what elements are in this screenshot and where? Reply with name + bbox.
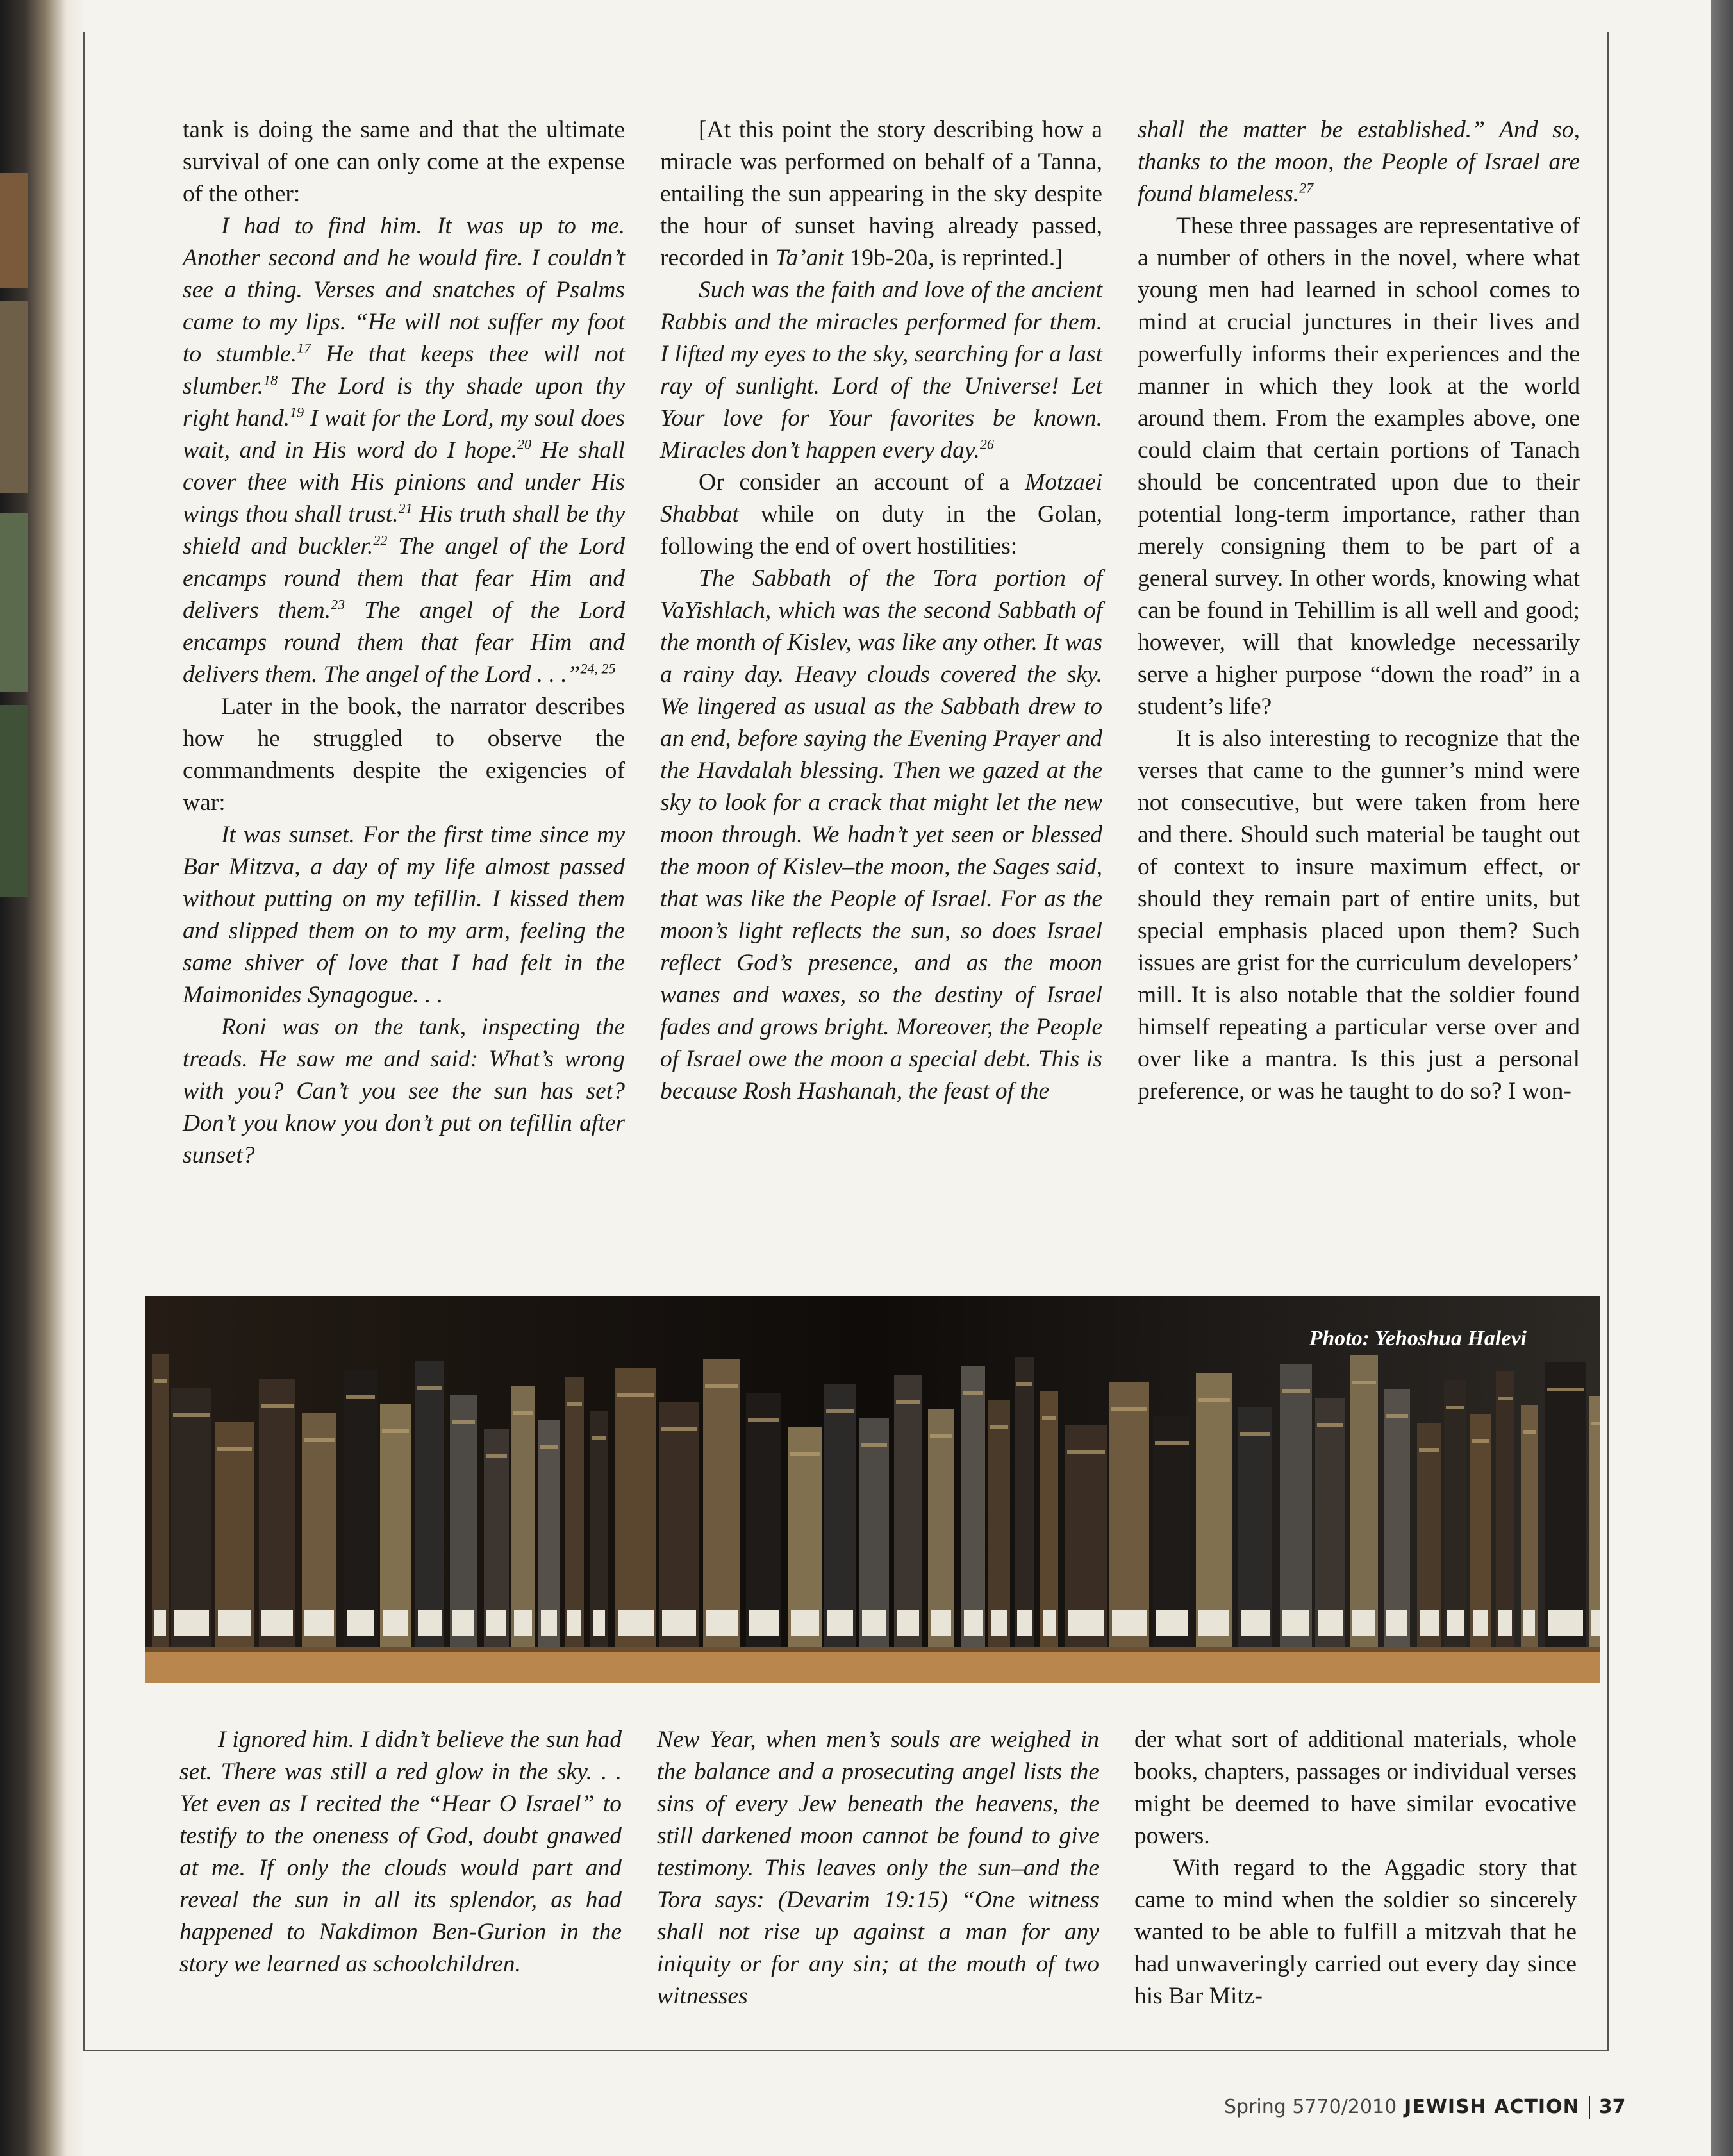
footer-divider [1589, 2096, 1590, 2119]
book-spine-band [963, 1391, 983, 1395]
book-spine-band [1240, 1432, 1270, 1436]
book-spine [1384, 1389, 1410, 1647]
book-library-label [154, 1610, 166, 1636]
book-spine [1496, 1371, 1514, 1647]
book-spine-band [705, 1384, 738, 1388]
book-spine-band [1591, 1422, 1600, 1425]
book-spine-band [173, 1413, 210, 1417]
book-library-label [1017, 1610, 1032, 1636]
book-spine [1350, 1355, 1378, 1647]
book-spine-band [567, 1402, 582, 1406]
book-spine-band [1016, 1382, 1032, 1386]
book-spine-band [1547, 1388, 1584, 1391]
book-library-label [931, 1610, 951, 1636]
book-spine-band [217, 1447, 252, 1451]
book-spine-band [1067, 1450, 1105, 1454]
book-spine [615, 1368, 656, 1647]
book-spine-band [452, 1420, 475, 1424]
book-library-label [418, 1610, 442, 1636]
book-spine-band [1446, 1406, 1464, 1409]
book-spine [450, 1395, 477, 1647]
book-spine-band [261, 1404, 294, 1408]
book-library-label [706, 1610, 738, 1636]
book-spine-band [513, 1411, 533, 1415]
book-library-label [347, 1610, 374, 1636]
book-spine-band [861, 1443, 887, 1447]
article-column-1-bottom [179, 1724, 622, 1980]
magazine-name: JEWISH ACTION [1404, 2096, 1580, 2118]
book-spine [259, 1379, 295, 1647]
book-spine-band [1042, 1416, 1056, 1420]
book-spine-band [1111, 1407, 1147, 1411]
book-spine-band [1282, 1389, 1310, 1393]
book-spine [894, 1375, 922, 1647]
book-library-label [1198, 1610, 1229, 1636]
book-library-label [1282, 1610, 1309, 1636]
book-spine-band [930, 1434, 952, 1438]
block-quote: It was sunset. For the first time since my Bar Mitzva, a day of my life almost passed without putting on my tefillin. I kissed them and slipped them on to my arm, feeling the same shiver of love that I had felt in the Maimonides Synagogue. . . [183, 822, 625, 1008]
book-spine-band [1498, 1397, 1513, 1400]
book-spine-band [154, 1379, 167, 1383]
book-spine-band [1352, 1381, 1376, 1384]
book-spine [415, 1361, 444, 1647]
book-library-label [662, 1610, 696, 1636]
book-spine-band [486, 1454, 507, 1458]
bookshelf-photo [145, 1296, 1600, 1683]
book-library-label [897, 1610, 919, 1636]
book-spine [1545, 1362, 1586, 1647]
book-spine-band [1472, 1439, 1489, 1443]
article-column-2 [660, 114, 1102, 1107]
book-library-label [1318, 1610, 1343, 1636]
book-spine [344, 1370, 377, 1647]
paragraph: It is also interesting to recognize that the verses that came to the gunner’s mind were not consecutive, but were taken from here and there. Should such material be taught out of context to insure maximum effect, or should they remain part of entire units, but special emphasis placed upon them? Such issues are grist for the curriculum developers’ mill. It is also notable that the soldier found himself repeating a particular verse over and over like a mantra. Is this just a personal preference, or was he taught to do so? I won- [1138, 726, 1580, 1104]
book-library-label [1523, 1610, 1535, 1636]
book-library-label [514, 1610, 532, 1636]
issue-date: Spring 5770/2010 [1224, 2096, 1397, 2118]
paragraph: der what sort of additional materials, whole books, chapters, passages or individual verses might be deemed to have similar evocative powers. [1134, 1727, 1577, 1849]
paragraph: Later in the book, the narrator describes how he struggled to observe the commandments despite the exigencies of war: [183, 693, 625, 816]
block-quote: I ignored him. I didn’t believe the sun had set. There was still a red glow in the sky. . . Yet even as I recited the “Hear O Israel” to testify to the oneness of God, doubt gnawed at me. If only the clouds would part and reveal the sun in all its splendor, as had happened to Nakdimon Ben-Gurion in the story we learned as schoolchildren. [179, 1727, 622, 1977]
book-spine [824, 1384, 856, 1647]
book-library-label [1241, 1610, 1270, 1636]
book-library-label [1386, 1610, 1407, 1636]
page-number: 37 [1598, 2096, 1626, 2118]
paragraph: Or consider an account of a Motzaei Shabbat while on duty in the Golan, following the end of overt hostilities: [660, 469, 1102, 560]
book-spine [511, 1386, 535, 1647]
book-spine-band [1155, 1441, 1189, 1445]
book-spine-band [1419, 1448, 1439, 1452]
book-spine [1315, 1398, 1345, 1647]
book-spine [961, 1366, 985, 1647]
adjacent-page-book-image [0, 301, 28, 493]
book-library-label [1591, 1610, 1600, 1636]
book-library-label [862, 1610, 886, 1636]
book-spine [1589, 1396, 1600, 1647]
book-spine [1109, 1382, 1149, 1647]
book-library-label [1420, 1610, 1439, 1636]
book-spine [565, 1377, 584, 1647]
paragraph: tank is doing the same and that the ultimate survival of one can only come at the expense of the other: [183, 117, 625, 207]
book-library-label [618, 1610, 654, 1636]
book-spine-band [346, 1395, 375, 1399]
book-library-label [1352, 1610, 1375, 1636]
book-spine-band [661, 1427, 697, 1431]
book-library-label [749, 1610, 779, 1636]
book-spine [1040, 1391, 1058, 1647]
book-spine-band [540, 1445, 558, 1449]
book-library-label [1068, 1610, 1104, 1636]
book-library-label [218, 1610, 251, 1636]
book-library-label [791, 1610, 819, 1636]
book-spine [1015, 1357, 1034, 1647]
book-library-label [1156, 1610, 1188, 1636]
book-spine-band [617, 1393, 654, 1397]
book-library-label [593, 1610, 605, 1636]
book-spine [171, 1388, 211, 1647]
book-library-label [452, 1610, 474, 1636]
book-spine-band [304, 1438, 335, 1442]
book-spine-band [1523, 1430, 1536, 1434]
book-spine-band [1198, 1398, 1230, 1402]
article-column-3-bottom [1134, 1724, 1577, 2012]
book-library-label [261, 1610, 293, 1636]
magazine-page [83, 0, 1711, 2156]
book-library-label [1498, 1610, 1512, 1636]
book-spine-band [826, 1409, 854, 1413]
adjacent-page-book-image [0, 513, 28, 692]
book-spine-band [1386, 1414, 1408, 1418]
adjacent-page-book-image [0, 705, 28, 897]
book-spine [1196, 1373, 1232, 1647]
article-column-3 [1138, 114, 1580, 1107]
book-spine-band [417, 1386, 442, 1390]
block-quote: I had to find him. It was up to me. Another second and he would fire. I couldn’t see a thing. Verses and snatches of Psalms came to my lips. “He will not suffer my foot to stumble.$^{17}$ He that keeps thee will not slumber.$^{18}$ The Lord is thy shade upon thy right hand.$^{19}$ I wait for the Lord, my soul does wait, and in His word do I hope.$^{20}$ He shall cover thee with His pinions and under His wings thou shall trust.$^{21}$ His truth shall be thy shield and buckler.$^{22}$ The angel of the Lord encamps round them that fear Him and delivers them.$^{23}$ The angel of the Lord encamps round them that fear Him and delivers them. The angel of the Lord . . .”$^{24, 25}$ [183, 213, 626, 688]
article-column-1 [183, 114, 625, 1172]
book-library-label [1548, 1610, 1583, 1636]
block-quote: Roni was on the tank, inspecting the treads. He saw me and said: What’s wrong with you? Can’t you see the sun has set? Don’t you know you don’t put on tefillin after sunset? [183, 1014, 625, 1168]
book-spine [703, 1359, 740, 1647]
book-library-label [1447, 1610, 1464, 1636]
page-scan-edge [1711, 0, 1733, 2156]
book-library-label [991, 1610, 1007, 1636]
article-column-2-bottom [657, 1724, 1099, 2012]
block-quote: The Sabbath of the Tora portion of VaYishlach, which was the second Sabbath of the month of Kislev, was like any other. It was a rainy day. Heavy clouds covered the sky. We lingered as usual as the Sabbath drew to an end, before saying the Evening Prayer and the Havdalah blessing. Then we gazed at the sky to look for a crack that might let the new moon through. We hadn’t yet seen or blessed the moon of Kislev–the moon, the Sages said, that was like the People of Israel. For as the moon’s light reflects the sun, so does Israel reflect God’s presence, and as the moon wanes and waxes, so the destiny of Israel fades and grows bright. Moreover, the People of Israel owe the moon a special debt. This is because Rosh Hashanah, the feast of the [660, 565, 1102, 1104]
block-quote-continued: shall the matter be established.” And so, thanks to the moon, the People of Israel are found blameless.$^{27}$ [1138, 117, 1580, 207]
book-library-label [964, 1610, 983, 1636]
book-spine [152, 1354, 169, 1647]
paragraph: [At this point the story describing how a miracle was performed on behalf of a Tanna, entailing the sun appearing in the sky despite the hour of sunset having already passed, recorded in Ta’anit 19b-20a, is reprinted.] [660, 117, 1102, 271]
book-spine-band [382, 1429, 409, 1433]
book-library-label [383, 1610, 408, 1636]
book-library-label [1112, 1610, 1147, 1636]
book-library-label [486, 1610, 506, 1636]
book-library-label [304, 1610, 334, 1636]
book-library-label [567, 1610, 581, 1636]
book-spine-band [990, 1425, 1008, 1429]
shelf-plank [145, 1652, 1600, 1683]
book-spine [1444, 1380, 1466, 1647]
book-spine-band [748, 1418, 779, 1422]
block-quote: New Year, when men’s souls are weighed in the balance and a prosecuting angel lists the sins of every Jew beneath the heavens, the still darkened moon cannot be found to give testimony. This leaves only the sun–and the Tora says: (Devarim 19:15) “One witness shall not rise up against a man for any iniquity or for any sin; at the mouth of two witnesses [657, 1727, 1099, 2009]
adjacent-page-book-image [0, 173, 28, 288]
book-spine [1280, 1364, 1312, 1647]
book-library-label [827, 1610, 853, 1636]
book-spine [746, 1393, 781, 1647]
book-library-label [1473, 1610, 1488, 1636]
book-library-label [174, 1610, 209, 1636]
paragraph: With regard to the Aggadic story that came to mind when the soldier so sincerely wanted to be able to fulfill a mitzvah that he had unwaveringly carried out every day since his Bar Mitz- [1134, 1855, 1577, 2009]
book-spine-band [896, 1400, 920, 1404]
paragraph: These three passages are representative of a number of others in the novel, where what young men had learned in school comes to mind at crucial junctures in their lives and powerfully informs their experiences and the manner in which they look at the world around them. From the examples above, one could claim that certain portions of Tanach should be concentrated upon due to their potential long-term importance, rather than merely consigning them to be part of a general survey. In other words, knowing what can be found in Tehillim is all well and good; however, will that knowledge necessarily serve a higher purpose “down the road” in a student’s life? [1138, 213, 1580, 720]
bookshelf-illustration [145, 1296, 1600, 1683]
book-library-label [1043, 1610, 1056, 1636]
book-spine-band [592, 1436, 606, 1440]
book-spine-band [790, 1452, 820, 1456]
book-spine-band [1317, 1423, 1343, 1427]
photo-credit: Photo: Yehoshua Halevi [1309, 1327, 1527, 1350]
page-footer [1224, 2096, 1625, 2119]
book-library-label [541, 1610, 557, 1636]
block-quote: Such was the faith and love of the ancient Rabbis and the miracles performed for them. I lifted my eyes to the sky, searching for a last ray of sunlight. Lord of the Universe! Let Your love for Your favorites be known. Miracles don’t happen every day.$^{26}$ [660, 277, 1102, 463]
